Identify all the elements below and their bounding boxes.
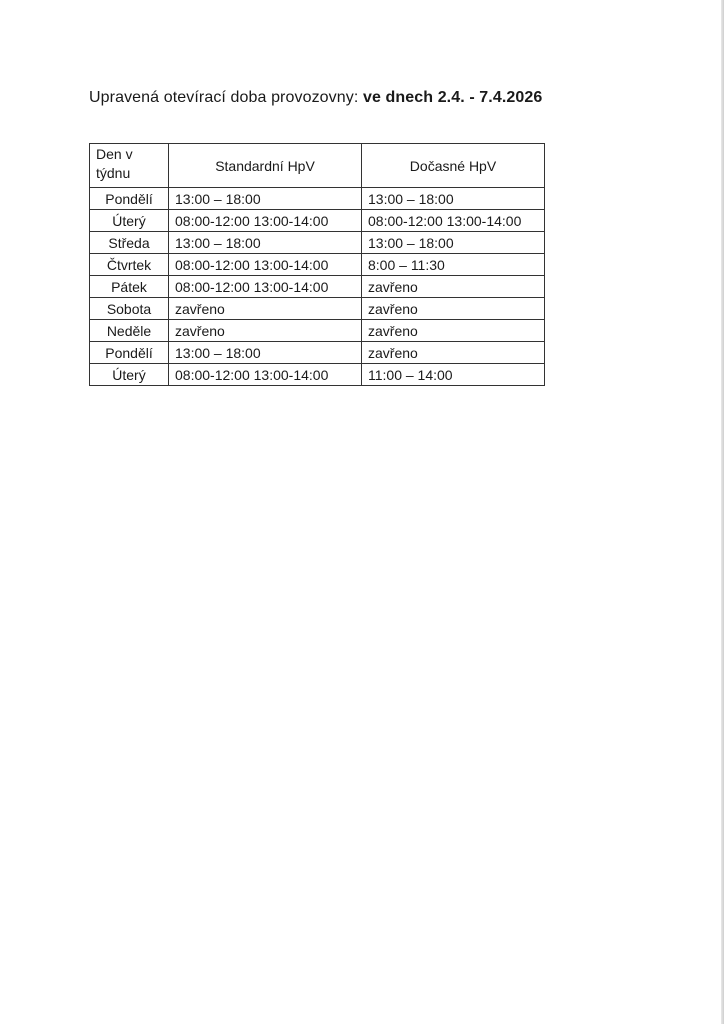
day-cell: Úterý	[90, 364, 169, 386]
table-row	[90, 254, 545, 276]
day-cell: Pondělí	[90, 188, 169, 210]
standard-hours-cell: 13:00 – 18:00	[169, 342, 362, 364]
day-cell: Úterý	[90, 210, 169, 232]
table-row	[90, 210, 545, 232]
page-title	[89, 88, 542, 108]
day-cell: Čtvrtek	[90, 254, 169, 276]
standard-hours-cell: 08:00-12:00 13:00-14:00	[169, 254, 362, 276]
temporary-hours-cell: 8:00 – 11:30	[362, 254, 545, 276]
table-row	[90, 320, 545, 342]
standard-hours-cell: zavřeno	[169, 298, 362, 320]
temporary-hours-cell: 13:00 – 18:00	[362, 232, 545, 254]
day-cell: Pondělí	[90, 342, 169, 364]
table-row	[90, 188, 545, 210]
standard-hours-cell: 08:00-12:00 13:00-14:00	[169, 364, 362, 386]
standard-hours-cell: 08:00-12:00 13:00-14:00	[169, 276, 362, 298]
header-temporary-hours: Dočasné HpV	[362, 144, 545, 188]
temporary-hours-cell: 11:00 – 14:00	[362, 364, 545, 386]
day-cell: Neděle	[90, 320, 169, 342]
temporary-hours-cell: zavřeno	[362, 342, 545, 364]
day-cell: Pátek	[90, 276, 169, 298]
header-standard-hours: Standardní HpV	[169, 144, 362, 188]
day-cell: Sobota	[90, 298, 169, 320]
table-row	[90, 364, 545, 386]
title-date-range: ve dnech 2.4. - 7.4.2026	[362, 89, 543, 106]
temporary-hours-cell: zavřeno	[362, 276, 545, 298]
title-prefix: Upravená otevírací doba provozovny:	[89, 89, 359, 106]
temporary-hours-cell: zavřeno	[362, 320, 545, 342]
temporary-hours-cell: zavřeno	[362, 298, 545, 320]
day-cell: Středa	[90, 232, 169, 254]
standard-hours-cell: 13:00 – 18:00	[169, 188, 362, 210]
table-row	[90, 342, 545, 364]
standard-hours-cell: 13:00 – 18:00	[169, 232, 362, 254]
header-day: Den v týdnu	[90, 144, 169, 188]
table-row	[90, 232, 545, 254]
standard-hours-cell: 08:00-12:00 13:00-14:00	[169, 210, 362, 232]
standard-hours-cell: zavřeno	[169, 320, 362, 342]
table-header-row	[90, 144, 545, 188]
temporary-hours-cell: 13:00 – 18:00	[362, 188, 545, 210]
table-row	[90, 298, 545, 320]
table-row	[90, 276, 545, 298]
temporary-hours-cell: 08:00-12:00 13:00-14:00	[362, 210, 545, 232]
opening-hours-table	[89, 143, 545, 386]
